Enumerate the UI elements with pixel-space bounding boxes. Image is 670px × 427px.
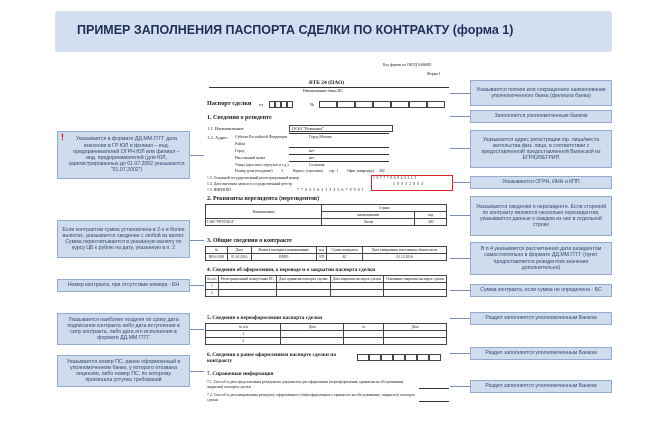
section-7-title: 7. Справочная информация — [207, 371, 274, 377]
note-nonresident: Указываются сведения о нерезиденте. Если стороной по контракту являются несколько нерезидентов, указываются данные о каждом из них в отдельной строке — [470, 196, 612, 236]
contract-date: 01.10.2016 — [228, 254, 252, 261]
contract-end-date: 01.12.2016 — [363, 254, 447, 261]
city-label: Город — [235, 149, 245, 153]
registry-date-label: 1.4. Дата внесения записи в государственный реестр — [207, 182, 292, 186]
section-4-title: 4. Сведения об оформлении, о переводе и о закрытии паспорта сделки — [207, 267, 376, 273]
passport-label: Паспорт сделки — [207, 100, 252, 107]
nonresident-code: 440 — [415, 219, 447, 226]
registration-header-accept-date: Дата принятия паспорта сделки — [276, 276, 330, 283]
bank-caption: Наименование банка ПС — [303, 89, 343, 93]
contract-header-currency: Валюта контракта наименование — [251, 247, 316, 254]
office-value: 202 — [379, 169, 385, 173]
arrow-ogrn — [452, 182, 470, 183]
street-label: Улица (проспект, переулок и т.д.) — [235, 163, 289, 167]
reissue-table — [205, 323, 447, 345]
bank-name-line — [209, 87, 449, 88]
note-end-date: В п.4 указывается рассчитанная дата резидентом самостоятельно в формате ДД.ММ.ГГГГ (пункт предоставляется резидентом значение дополнительно) — [470, 242, 612, 275]
note-section-6: Раздел заполняется уполномоченным Банком — [470, 380, 612, 393]
nonresident-header-name: Наименование — [206, 205, 322, 219]
arrow-sum — [450, 290, 470, 291]
arrow-section-5 — [450, 353, 470, 354]
note-contract-number: Номер контракта, при отсутствии номера - БН — [57, 279, 190, 292]
registration-header-bank-no: Регистрационный номер банка ПС — [218, 276, 276, 283]
note-contract-sum: Сумма контракта, если сумма не определена - БС — [470, 284, 612, 297]
reissue-row-2: 2 — [206, 338, 281, 345]
street-value: Сосновая — [309, 163, 325, 167]
contract-header-date: Дата — [228, 247, 252, 254]
arrow-currencies — [190, 240, 204, 241]
nonresident-country: Литва — [322, 219, 415, 226]
nonresident-header-code: код — [415, 212, 447, 219]
contract-number: RES-1208 — [206, 254, 228, 261]
contract-header-sum: Сумма контракта — [327, 247, 363, 254]
registration-header-no: № п/п — [207, 277, 217, 281]
house-value: 3 — [281, 169, 283, 173]
registration-header-close-date: Дата закрытия паспорта сделки — [330, 276, 383, 283]
contract-table — [205, 246, 447, 261]
passport-form — [197, 59, 462, 427]
from-label: от — [259, 102, 264, 107]
note-section-4: Раздел заполняется уполномоченным Банком — [470, 312, 612, 325]
nonresident-name: UAB "PENTAKA" — [206, 219, 322, 226]
inn-kpp-digits: 7 7 0 4 5 6 2 1 3 4 5 6 7 8 9 0 1 — [297, 188, 365, 192]
note-ogrn-inn: Указываются ОГРН, ИНН и КПП — [470, 176, 612, 189]
reference-7-1: 7.1. Способ и дата представления резидентом документов для оформления (переоформления, принятия на обслуживание, закрытия) паспорта сделки — [207, 380, 405, 389]
note-registry-date — [57, 131, 190, 179]
reissue-header-doc-date: Дата — [384, 324, 447, 331]
korpus-label: Корпус (строение) — [293, 169, 323, 173]
ogrn-digits: 1 0 7 7 7 0 6 8 4 3 2 1 5 — [373, 176, 417, 180]
number-label: № — [310, 102, 315, 107]
warning-mark: ! — [61, 132, 64, 142]
previous-passport-boxes — [357, 354, 441, 361]
reissue-row-1: 1 — [206, 331, 281, 338]
arrow-registry-date — [190, 155, 204, 156]
note-multiple-currencies: Если контрактом сумма установлена в 2-х и более валютах, указывается сведение с любой из валют. Сумма пересчитывается в указанную валюту по курсу ЦБ к рублю на дату, указанную в п. 2 — [57, 220, 190, 258]
section-2-title: 2. Реквизиты нерезидента (нерезидентов) — [207, 196, 320, 202]
subject-value: Город Москва — [309, 135, 332, 139]
note-registry-date-text: Указывается в формате ДД.ММ.ГГГГ дата внесения в ГР ЮЛ и филиал – инд. предпринимателей ОГРН ЮЛ или филиал – инд. предпринимателей (для ЮЛ, зарегистрированных до 01.07.2002 указывается "01.07.2002") — [68, 136, 185, 174]
reissue-header-no: № п/п — [206, 324, 281, 331]
inn-kpp-label: 1.5. ИНН/КПП — [207, 188, 231, 192]
reissue-header-date: Дата — [281, 324, 344, 331]
ogrn-label: 1.3. Основной государственный регистрационный номер — [207, 176, 299, 180]
arrow-address — [450, 148, 470, 149]
note-bank-name: Указывается полное или сокращенное наименование уполномоченного банка (филиала банка) — [470, 80, 612, 106]
nonresident-table — [205, 204, 447, 226]
arrow-bank-name — [450, 93, 470, 94]
registration-header-close-reason: Основание закрытия паспорта сделки — [383, 276, 446, 283]
note-address: Указывается адрес регистрации юр. лица/места жительства физ. лица, в соответствии с предоставленной/ предоставленной Выпиской из ЕГРЮЛ/ЕГРИП — [470, 130, 612, 168]
contract-header-no: № — [206, 247, 228, 254]
city-value: нет — [309, 149, 315, 153]
house-label: Номер дома (владение) — [235, 169, 273, 173]
section-5-title: 5. Сведения о переоформлении паспорта сделки — [207, 315, 323, 321]
contract-header-code: код — [316, 247, 326, 254]
okud-code: Код формы по ОКУД 0406005 — [383, 63, 432, 67]
office-label: Офис (квартира) — [347, 169, 374, 173]
section-6-title: 6. Сведения о ранее оформленном паспорте сделки по контракту — [207, 352, 336, 364]
locality-value: нет — [309, 156, 315, 160]
arrow-contract-number — [190, 285, 204, 286]
korpus-value: стр. 1 — [329, 169, 339, 173]
section-3-title: 3. Общие сведения о контракте — [207, 238, 292, 244]
registration-table — [205, 275, 447, 297]
section-1-title: 1. Сведения о резиденте — [207, 115, 272, 121]
passport-date-boxes — [269, 101, 293, 108]
reference-7-2: 7.2. Способ и дата направления резиденту оформленного (переоформленного, принятого на обслуживание, закрытого) паспорта сделки — [207, 393, 415, 402]
contract-header-end-date: Дата завершения исполнения обязательств — [363, 247, 447, 254]
note-filled-by-bank: Заполняется уполномоченным банком — [470, 110, 612, 123]
arrow-nonresident — [450, 215, 470, 216]
nonresident-header-country: Страна — [322, 205, 447, 212]
resident-name-label: 1.1. Наименование — [207, 126, 244, 131]
title-banner — [55, 11, 612, 52]
arrow-previous-passport — [190, 371, 204, 372]
page-title: ПРИМЕР ЗАПОЛНЕНИЯ ПАСПОРТА СДЕЛКИ ПО КОНТРАКТУ (форма 1) — [77, 23, 514, 37]
resident-address-label: 1.2. Адрес: — [207, 135, 229, 140]
registration-row-2: 2 — [206, 290, 219, 297]
note-previous-passport: Указывается номер ПС, ранее оформленный в уполномоченном банке, у которого отозвана лицензия, либо номер ПС, по которому произошла уступка требований — [57, 355, 190, 387]
note-section-5: Раздел заполняется уполномоченным Банком — [470, 347, 612, 360]
bank-name: ВТБ 24 (ПАО) — [309, 80, 345, 86]
subject-label: Субъект Российской Федерации — [235, 135, 287, 139]
arrow-contract-date — [190, 329, 204, 330]
ogrn-highlight — [371, 175, 453, 191]
form-number: Форма 1 — [427, 72, 441, 76]
arrow-section-6 — [450, 386, 470, 387]
contract-currency-code: 978 — [316, 254, 326, 261]
arrow-end-date — [450, 258, 470, 259]
arrow-filled-by-bank — [450, 116, 470, 117]
registration-row-1: 1 — [206, 283, 219, 290]
nonresident-header-country-name: наименование — [322, 212, 415, 219]
resident-name: ООО "Ромашка" — [289, 125, 393, 132]
contract-currency: ЕВРО — [251, 254, 316, 261]
arrow-section-4 — [450, 318, 470, 319]
district-label: Район — [235, 142, 245, 146]
contract-sum: БС — [327, 254, 363, 261]
locality-label: Населенный пункт — [235, 156, 266, 160]
registry-date-digits: 1 0 0 3 2 0 0 4 — [393, 182, 424, 186]
reissue-header-doc-no: № — [344, 324, 384, 331]
note-contract-date: Указывается наиболее поздняя по сроку дата подписания контракта либо дата вступления в силу контракта, либо дата его исполнения в формате ДД.ММ.ГГГГ — [57, 313, 190, 345]
passport-number-boxes — [319, 101, 445, 108]
